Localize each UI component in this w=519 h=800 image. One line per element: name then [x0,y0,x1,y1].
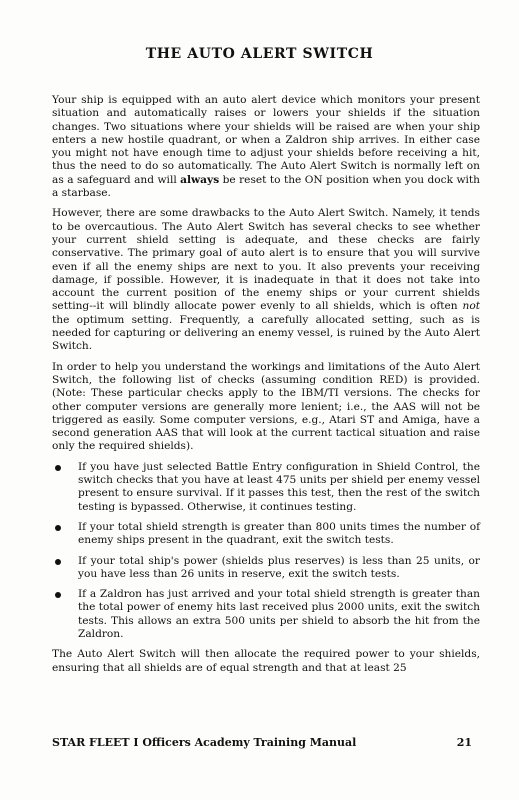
paragraph-text: be reset to the ON position when you dock with a starbase. [52,173,480,200]
page-number: 21 [456,736,472,749]
footer-book-title: STAR FLEET I Officers Academy Training Manual [52,736,357,749]
paragraph-closing: The Auto Alert Switch will then allocate the required power to your shields, ensuring that all shields are of equal strength and that at least 25 [52,648,480,674]
list-item-text: If a Zaldron has just arrived and your total shield strength is greater than the total power of enemy hits last received plus 2000 units, exit the switch tests. This allows an extra 500 units per shield to absorb the hit from the Zaldron. [78,588,480,640]
paragraph-checks-intro: In order to help you understand the workings and limitations of the Auto Alert Switch, the following list of checks (assuming condition RED) is provided. (Note: These particular checks apply to the IBM/TI versions. The checks for other computer versions are generally more lenient; i.e., the AAS will not be triggered as easily. Some computer versions, e.g., Atari ST and Amiga, have a second generation AAS that will look at the current tactical situation and raise only the required shields). [52,360,480,453]
emphasis-italic: not [462,300,480,313]
paragraph-text: the optimum setting. Frequently, a carefully allocated setting, such as is needed for capturing or delivering an enemy vessel, is ruined by the Auto Alert Switch. [52,313,480,353]
list-item [52,555,480,582]
list-item-text: If you have just selected Battle Entry configuration in Shield Control, the switch checks that you have at least 475 units per shield per enemy vessel present to ensure survival. If it passes this test, then the rest of the switch testing is bypassed. Otherwise, it continues testing. [78,460,480,513]
paragraph-drawbacks [52,207,480,353]
bullet-dot-icon [55,525,61,531]
page-footer [52,736,472,749]
list-item-text: If your total ship's power (shields plus reserves) is less than 25 units, or you have less than 26 units in reserve, exit the switch tests. [78,554,480,580]
bullet-dot-icon [55,592,61,598]
bullet-dot-icon [55,465,61,471]
checks-list [52,461,480,642]
list-item [52,588,480,641]
paragraph-text: Your ship is equipped with an auto alert device which monitors your present situation and automatically raises or lowers your shields if the situation changes. Two situations where your shields will be raised are when your ship enters a new hostile quadrant, or when a Zaldron ship arrives. In either case you might not have enough time to adjust your shields before receiving a hit, thus the need to do so automatically. The Auto Alert Switch is normally left on as a safeguard and will [52,94,480,186]
body-text [52,94,480,682]
bullet-dot-icon [55,559,61,565]
list-item [52,521,480,548]
list-item [52,461,480,514]
paragraph-intro [52,94,480,200]
list-item-text: If your total shield strength is greater than 800 units times the number of enemy ships present in the quadrant, exit the switch tests. [78,520,480,547]
page-title: THE AUTO ALERT SWITCH [145,46,374,62]
emphasis-bold: always [180,173,220,186]
paragraph-text: However, there are some drawbacks to the Auto Alert Switch. Namely, it tends to be overcautious. The Auto Alert Switch has several checks to see whether your current shield setting is adequate, and these checks are fairly conservative. The primary goal of auto alert is to ensure that you will survive even if all the enemy ships are next to you. It also prevents your receiving damage, if possible. However, it is inadequate in that it does not take into account the current position of the enemy ships or your current shields setting--it will blindly allocate power evenly to all shields, which is often [52,207,480,313]
